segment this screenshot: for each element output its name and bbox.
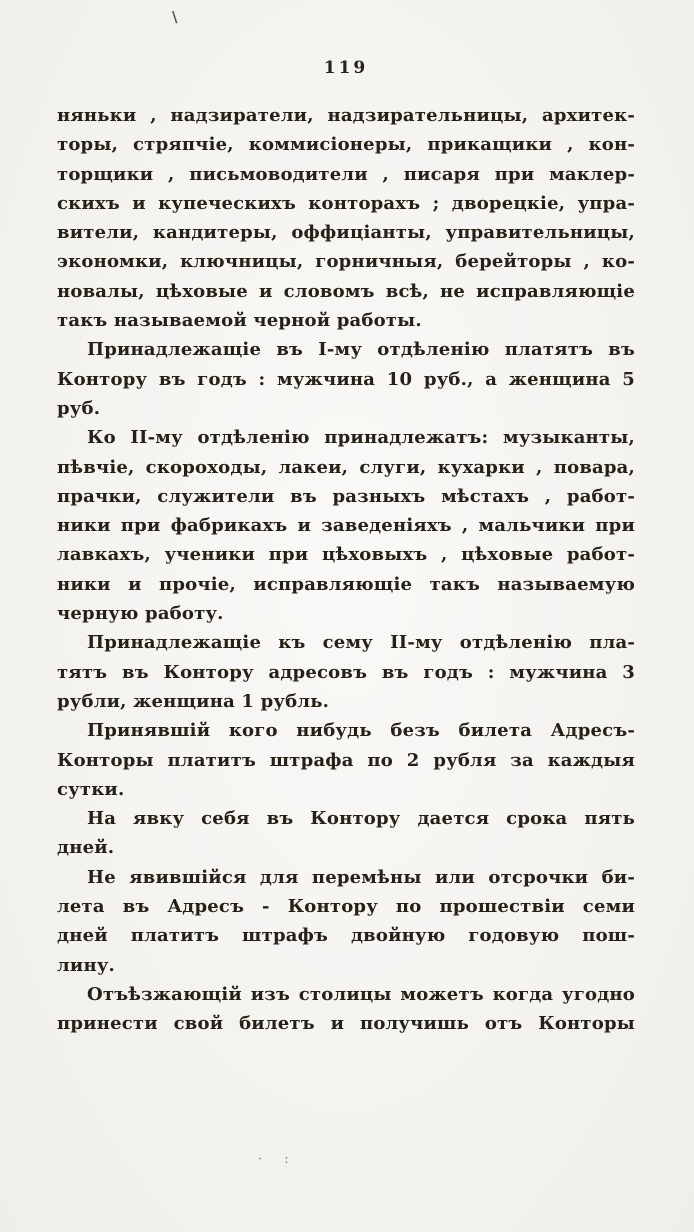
- text-line: Конторы платитъ штрафа по 2 рубля за каждыя: [57, 749, 635, 771]
- text-line: Принадлежащіе въ I-му отдѣленію платятъ въ: [87, 339, 635, 361]
- text-block: [57, 101, 635, 1039]
- paragraph-5: [57, 716, 635, 804]
- text-line: ники при фабрикахъ и заведеніяхъ , мальчики при: [57, 515, 635, 537]
- text-line: пѣвчіе, скороходы, лакеи, слуги, кухарки , повара,: [57, 456, 635, 478]
- text-line: Контору въ годъ : мужчина 10 руб., а женщина 5: [57, 368, 635, 390]
- text-line: экономки, ключницы, горничныя, берейторы , ко-: [57, 251, 635, 273]
- text-line: Принявшій кого нибудь безъ билета Адресъ-: [87, 720, 635, 742]
- text-line: новалы, цѣховые и словомъ всѣ, не исправляющіе: [57, 280, 635, 302]
- text-line: черную работу.: [57, 603, 224, 625]
- text-line: лину.: [57, 954, 116, 976]
- text-line: Отъѣзжающій изъ столицы можетъ когда угодно: [87, 983, 635, 1005]
- text-line: дней платитъ штрафъ двойную годовую пош-: [57, 925, 635, 947]
- paragraph-1: [57, 101, 635, 335]
- text-line: дней.: [57, 837, 115, 859]
- scan-artifact-top: \: [172, 8, 178, 26]
- text-line: скихъ и купеческихъ конторахъ ; дворецкіе, упра-: [57, 192, 635, 214]
- paragraph-3: [57, 423, 635, 628]
- text-line: торщики , письмоводители , писаря при маклер-: [57, 163, 635, 185]
- paragraph-7: [57, 863, 635, 980]
- text-line: Принадлежащіе къ сему II-му отдѣленію пла-: [87, 632, 635, 654]
- text-line: сутки.: [57, 778, 125, 800]
- text-line: лавкахъ, ученики при цѣховыхъ , цѣховые работ-: [57, 544, 635, 566]
- paragraph-6: [57, 804, 635, 863]
- text-line: лета въ Адресъ - Контору по прошествіи семи: [57, 896, 635, 918]
- paragraph-4: [57, 628, 635, 716]
- scan-artifact-bottom: · :: [258, 1152, 298, 1167]
- text-line: Ко II-му отдѣленію принадлежатъ: музыканты,: [87, 427, 635, 449]
- text-line: тятъ въ Контору адресовъ въ годъ : мужчина 3: [57, 661, 635, 683]
- text-line: На явку себя въ Контору дается срока пять: [87, 808, 635, 830]
- paragraph-2: [57, 335, 635, 423]
- page-number: 119: [323, 58, 369, 78]
- text-line: руб.: [57, 397, 101, 419]
- text-line: рубли, женщина 1 рубль.: [57, 690, 330, 712]
- text-line: Не явившійся для перемѣны или отсрочки би-: [87, 866, 635, 888]
- text-line: торы, стряпчіе, коммисіонеры, прикащики , кон-: [57, 134, 635, 156]
- text-line: принести свой билетъ и получишь отъ Конторы: [57, 1013, 635, 1035]
- text-line: няньки , надзиратели, надзирательницы, архитек-: [57, 105, 635, 126]
- text-line: вители, кандитеры, оффиціанты, управительницы,: [57, 222, 635, 244]
- text-line: ники и прочіе, исправляющіе такъ называемую: [57, 573, 635, 595]
- paragraph-8: [57, 980, 635, 1039]
- text-line: такъ называемой черной работы.: [57, 310, 422, 332]
- text-line: прачки, служители въ разныхъ мѣстахъ , работ-: [57, 485, 635, 507]
